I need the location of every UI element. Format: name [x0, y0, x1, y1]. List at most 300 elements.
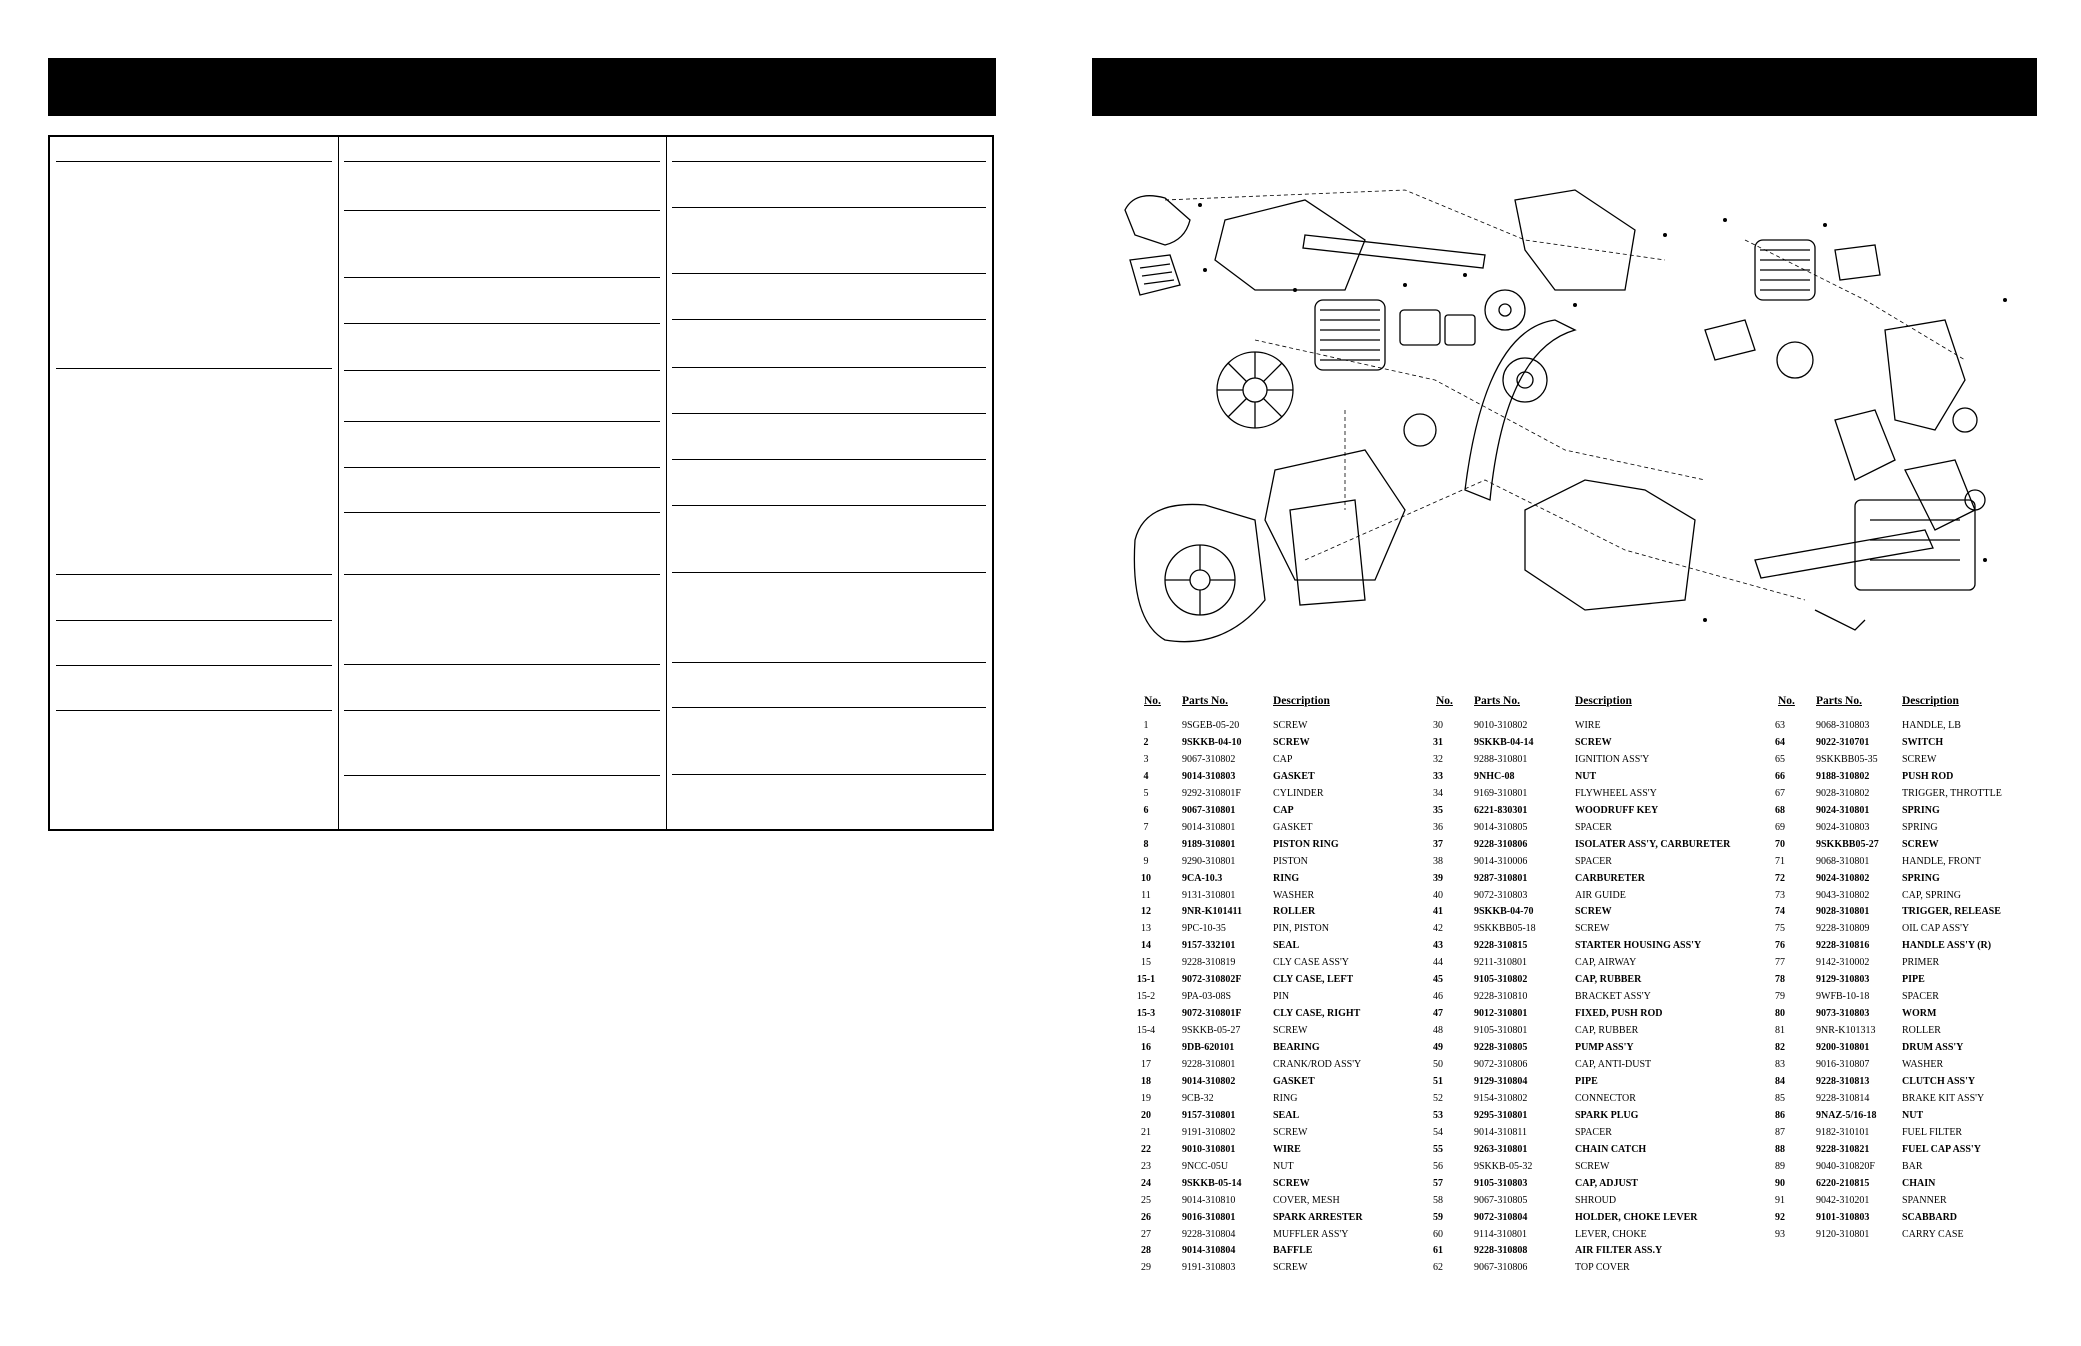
- part-description: PRIMER: [1902, 957, 1940, 969]
- part-code: 9228-310809: [1816, 923, 1870, 935]
- part-code: 9072-310806: [1474, 1059, 1528, 1070]
- part-number-index: 45: [1433, 974, 1443, 986]
- part-code: 9157-310801: [1182, 1109, 1236, 1121]
- part-description: FIXED, PUSH ROD: [1575, 1008, 1663, 1020]
- part-description: BEARING: [1273, 1042, 1320, 1054]
- air-filter-group: [1125, 196, 1190, 295]
- part-description: SCREW: [1273, 1177, 1310, 1189]
- part-description: BAR: [1902, 1160, 1923, 1172]
- part-description: CYLINDER: [1273, 787, 1324, 799]
- part-code: 9040-310820F: [1816, 1160, 1875, 1172]
- part-code: 9228-310801: [1182, 1059, 1236, 1070]
- part-description: CARBURETER: [1575, 872, 1646, 884]
- part-description: NUT: [1575, 770, 1597, 782]
- grid-line: [672, 505, 986, 506]
- part-description: SPARK PLUG: [1575, 1109, 1639, 1121]
- col-header-part-no: Parts No.: [1816, 695, 1862, 707]
- part-number-index: 43: [1433, 940, 1443, 952]
- part-code: 9101-310803: [1816, 1211, 1870, 1223]
- part-code: 9028-310801: [1816, 906, 1870, 918]
- part-number-index: 47: [1433, 1008, 1443, 1020]
- part-code: 9SKKB-05-14: [1182, 1177, 1242, 1189]
- part-description: ROLLER: [1902, 1025, 1941, 1037]
- part-description: PIN: [1273, 991, 1290, 1003]
- part-code: 9228-310815: [1474, 940, 1528, 952]
- part-description: AIR GUIDE: [1575, 889, 1626, 901]
- grid-line: [672, 662, 986, 663]
- part-number-index: 55: [1433, 1143, 1443, 1155]
- part-number-index: 10: [1141, 872, 1151, 884]
- clutch-group: [1485, 290, 1547, 402]
- part-description: TRIGGER, RELEASE: [1902, 906, 2001, 918]
- part-code: 9SKKB-05-32: [1474, 1160, 1533, 1172]
- grid-line: [672, 707, 986, 708]
- part-number-index: 13: [1141, 923, 1151, 935]
- part-code: 9228-310810: [1474, 991, 1528, 1003]
- part-description: SPRING: [1902, 821, 1938, 833]
- part-code: 9SKKBB05-35: [1816, 753, 1878, 765]
- part-description: CAP, ADJUST: [1575, 1177, 1638, 1189]
- grid-line: [56, 665, 332, 666]
- part-code: 9014-310802: [1182, 1075, 1236, 1087]
- part-code: 9NAZ-5/16-18: [1816, 1109, 1877, 1121]
- part-description: SCREW: [1575, 906, 1612, 918]
- part-number-index: 33: [1433, 770, 1443, 782]
- part-code: 9PC-10-35: [1182, 923, 1226, 935]
- part-number-index: 16: [1141, 1042, 1151, 1054]
- part-code: 9142-310002: [1816, 957, 1870, 969]
- grid-line: [344, 574, 660, 575]
- part-description: OIL CAP ASS'Y: [1902, 923, 1970, 935]
- grid-line: [344, 512, 660, 513]
- grid-line: [672, 774, 986, 775]
- part-description: FLYWHEEL ASS'Y: [1575, 787, 1657, 799]
- part-code: 9191-310802: [1182, 1126, 1236, 1138]
- part-description: IGNITION ASS'Y: [1575, 753, 1650, 765]
- chain-brake-cover-part: [1515, 190, 1635, 290]
- left-header-bar: [48, 58, 996, 116]
- part-description: SCREW: [1902, 753, 1937, 765]
- part-code: 9263-310801: [1474, 1143, 1528, 1155]
- part-code: 9228-310804: [1182, 1228, 1236, 1240]
- part-description: SWITCH: [1902, 736, 1944, 748]
- grid-line: [672, 273, 986, 274]
- part-description: CAP: [1273, 804, 1294, 816]
- part-description: CLY CASE, LEFT: [1273, 974, 1354, 986]
- part-description: CAP, ANTI-DUST: [1575, 1059, 1652, 1070]
- col-header-description: Description: [1273, 695, 1330, 707]
- engine-group-right: [1705, 240, 1985, 530]
- part-code: 9042-310201: [1816, 1194, 1870, 1206]
- part-code: 9228-310816: [1816, 940, 1870, 952]
- part-code: 9067-310802: [1182, 753, 1236, 765]
- grid-line: [672, 413, 986, 414]
- part-number-index: 6: [1143, 804, 1149, 816]
- part-description: CAP, RUBBER: [1575, 974, 1642, 986]
- grid-line: [344, 664, 660, 665]
- part-code: 9288-310801: [1474, 753, 1528, 765]
- part-code: 9014-310801: [1182, 821, 1236, 833]
- part-code: 9068-310803: [1816, 720, 1870, 731]
- part-description: CLUTCH ASS'Y: [1902, 1075, 1976, 1087]
- part-code: 9188-310802: [1816, 770, 1870, 782]
- part-description: SCREW: [1273, 1262, 1308, 1274]
- part-description: WOODRUFF KEY: [1575, 804, 1659, 816]
- part-number-index: 78: [1775, 974, 1785, 986]
- part-description: TOP COVER: [1575, 1262, 1630, 1274]
- part-description: RING: [1273, 1092, 1298, 1104]
- part-code: 9120-310801: [1816, 1228, 1870, 1240]
- part-description: LEVER, CHOKE: [1575, 1228, 1647, 1240]
- part-code: 9154-310802: [1474, 1092, 1528, 1104]
- part-number-index: 88: [1775, 1143, 1785, 1155]
- part-description: SCABBARD: [1902, 1211, 1958, 1223]
- shroud-part: [1215, 200, 1365, 290]
- part-code: 9105-310803: [1474, 1177, 1528, 1189]
- part-code: 9NCC-05U: [1182, 1160, 1229, 1172]
- part-code: 9SKKB-05-27: [1182, 1025, 1241, 1037]
- flywheel-group: [1217, 352, 1293, 428]
- part-code: 9SKKB-04-14: [1474, 736, 1534, 748]
- part-code: 9022-310701: [1816, 736, 1870, 748]
- part-description: SPACER: [1902, 991, 1939, 1003]
- guide-bar-small: [1303, 235, 1485, 268]
- part-code: 9129-310803: [1816, 974, 1870, 986]
- grid-line: [56, 161, 332, 162]
- part-description: CRANK/ROD ASS'Y: [1273, 1059, 1362, 1070]
- part-description: WASHER: [1902, 1059, 1944, 1070]
- part-number-index: 60: [1433, 1228, 1443, 1240]
- col-header-no: No.: [1436, 695, 1453, 707]
- part-number-index: 17: [1141, 1059, 1151, 1070]
- part-number-index: 54: [1433, 1126, 1443, 1138]
- part-number-index: 22: [1141, 1143, 1151, 1155]
- recoil-plate-part: [1290, 500, 1365, 605]
- grid-line: [344, 421, 660, 422]
- part-description: CAP: [1273, 753, 1293, 765]
- part-code: 9228-310814: [1816, 1092, 1870, 1104]
- part-code: 9191-310803: [1182, 1262, 1236, 1274]
- part-number-index: 34: [1433, 787, 1443, 799]
- part-number-index: 81: [1775, 1025, 1785, 1037]
- part-number-index: 2: [1143, 736, 1149, 748]
- part-number-index: 46: [1433, 991, 1443, 1003]
- part-code: 9182-310101: [1816, 1126, 1870, 1138]
- part-number-index: 35: [1433, 804, 1443, 816]
- part-description: GASKET: [1273, 821, 1313, 833]
- part-code: 9NHC-08: [1474, 770, 1515, 782]
- col-header-description: Description: [1575, 695, 1632, 707]
- part-number-index: 15-3: [1136, 1008, 1156, 1020]
- assembly-guide-lines: [1165, 190, 1965, 600]
- part-number-index: 57: [1433, 1177, 1443, 1189]
- part-number-index: 44: [1433, 957, 1443, 969]
- part-code: 9014-310803: [1182, 770, 1236, 782]
- part-code: 9067-310801: [1182, 804, 1236, 816]
- part-number-index: 36: [1433, 821, 1443, 833]
- part-number-index: 12: [1141, 906, 1151, 918]
- part-description: NUT: [1902, 1109, 1924, 1121]
- part-code: 9SKKBB05-27: [1816, 838, 1879, 850]
- part-code: 9014-310804: [1182, 1245, 1236, 1257]
- part-description: CHAIN: [1902, 1177, 1936, 1189]
- part-number-index: 23: [1141, 1160, 1151, 1172]
- part-description: GASKET: [1273, 770, 1315, 782]
- part-number-index: 30: [1433, 720, 1443, 731]
- part-description: AIR FILTER ASS.Y: [1575, 1245, 1663, 1257]
- part-code: 9068-310801: [1816, 855, 1870, 867]
- part-description: HOLDER, CHOKE LEVER: [1575, 1211, 1698, 1223]
- part-number-index: 65: [1775, 753, 1785, 765]
- part-code: 9028-310802: [1816, 787, 1870, 799]
- part-number-index: 7: [1143, 821, 1149, 833]
- part-number-index: 26: [1141, 1211, 1151, 1223]
- part-number-index: 29: [1141, 1262, 1151, 1274]
- part-code: 9043-310802: [1816, 889, 1870, 901]
- part-number-index: 50: [1433, 1059, 1443, 1070]
- rear-handle-part: [1525, 480, 1695, 610]
- part-number-index: 93: [1775, 1228, 1785, 1240]
- part-number-index: 48: [1433, 1025, 1443, 1037]
- col-header-no: No.: [1144, 695, 1161, 707]
- part-number-index: 4: [1143, 770, 1149, 782]
- part-description: STARTER HOUSING ASS'Y: [1575, 940, 1702, 952]
- part-description: WASHER: [1273, 889, 1315, 901]
- part-description: ROLLER: [1273, 906, 1316, 918]
- col-header-part-no: Parts No.: [1182, 695, 1228, 707]
- col-header-description: Description: [1902, 695, 1959, 707]
- part-code: 9NR-K101411: [1182, 906, 1242, 918]
- part-number-index: 8: [1143, 838, 1149, 850]
- part-code: 9292-310801F: [1182, 787, 1241, 799]
- part-description: FUEL CAP ASS'Y: [1902, 1143, 1981, 1155]
- part-description: SCREW: [1902, 838, 1939, 850]
- part-code: 9016-310801: [1182, 1211, 1236, 1223]
- part-description: SHROUD: [1575, 1194, 1617, 1206]
- part-number-index: 15: [1141, 957, 1151, 969]
- starter-housing-group: [1134, 504, 1265, 641]
- crankcase-part: [1265, 450, 1405, 580]
- part-code: 9010-310802: [1474, 720, 1528, 731]
- part-number-index: 68: [1775, 804, 1785, 816]
- part-number-index: 24: [1141, 1177, 1151, 1189]
- grid-line: [672, 572, 986, 573]
- cylinder-group: [1315, 300, 1385, 370]
- part-description: SCREW: [1575, 736, 1612, 748]
- part-number-index: 89: [1775, 1160, 1785, 1172]
- part-number-index: 86: [1775, 1109, 1785, 1121]
- part-description: CAP, AIRWAY: [1575, 957, 1637, 969]
- part-number-index: 83: [1775, 1059, 1785, 1070]
- part-code: 9014-310810: [1182, 1194, 1236, 1206]
- part-number-index: 69: [1775, 821, 1785, 833]
- carburetor-group: [1400, 310, 1475, 446]
- part-number-index: 90: [1775, 1177, 1785, 1189]
- part-description: CLY CASE, RIGHT: [1273, 1008, 1361, 1020]
- part-number-index: 72: [1775, 872, 1785, 884]
- part-description: SEAL: [1273, 940, 1300, 952]
- col-header-no: No.: [1778, 695, 1795, 707]
- part-number-index: 74: [1775, 906, 1785, 918]
- part-description: CARRY CASE: [1902, 1228, 1964, 1240]
- part-number-index: 41: [1433, 906, 1443, 918]
- part-number-index: 85: [1775, 1092, 1785, 1104]
- part-code: 9014-310805: [1474, 821, 1528, 833]
- part-number-index: 39: [1433, 872, 1443, 884]
- bar-chain-case-group: [1755, 500, 1975, 630]
- part-number-index: 76: [1775, 940, 1785, 952]
- part-description: PIPE: [1902, 974, 1925, 986]
- part-code: 9290-310801: [1182, 855, 1236, 867]
- grid-line: [344, 277, 660, 278]
- part-number-index: 11: [1141, 889, 1151, 901]
- part-number-index: 42: [1433, 923, 1443, 935]
- part-number-index: 64: [1775, 736, 1785, 748]
- part-description: PIPE: [1575, 1075, 1598, 1087]
- grid-column-1: [50, 137, 339, 829]
- part-number-index: 92: [1775, 1211, 1785, 1223]
- grid-line: [672, 319, 986, 320]
- part-code: 9SKKB-04-70: [1474, 906, 1534, 918]
- grid-column-3: [666, 137, 992, 829]
- part-description: PUSH ROD: [1902, 770, 1954, 782]
- part-description: BRAKE KIT ASS'Y: [1902, 1092, 1985, 1104]
- part-description: DRUM ASS'Y: [1902, 1042, 1964, 1054]
- grid-line: [344, 161, 660, 162]
- part-code: 9067-310806: [1474, 1262, 1528, 1274]
- part-description: SCREW: [1273, 1025, 1308, 1037]
- part-code: 9189-310801: [1182, 838, 1236, 850]
- part-number-index: 15-2: [1136, 991, 1156, 1003]
- grid-line: [672, 207, 986, 208]
- part-number-index: 82: [1775, 1042, 1785, 1054]
- part-description: ISOLATER ASS'Y, CARBURETER: [1575, 838, 1731, 850]
- part-description: SEAL: [1273, 1109, 1300, 1121]
- part-description: SPRING: [1902, 804, 1940, 816]
- part-description: HANDLE, FRONT: [1902, 855, 1981, 867]
- part-description: CAP, RUBBER: [1575, 1025, 1639, 1037]
- part-description: SCREW: [1273, 736, 1310, 748]
- part-description: PUMP ASS'Y: [1575, 1042, 1634, 1054]
- part-number-index: 53: [1433, 1109, 1443, 1121]
- part-description: SCREW: [1575, 1160, 1610, 1172]
- part-code: 9228-310819: [1182, 957, 1236, 969]
- callout-markers: [1198, 203, 2007, 622]
- part-code: 9CB-32: [1182, 1092, 1214, 1104]
- part-number-index: 51: [1433, 1075, 1443, 1087]
- part-code: 9014-310811: [1474, 1126, 1527, 1138]
- grid-line: [344, 210, 660, 211]
- part-code: 9067-310805: [1474, 1194, 1528, 1206]
- part-description: CAP, SPRING: [1902, 889, 1961, 901]
- part-code: 6220-210815: [1816, 1177, 1870, 1189]
- part-number-index: 18: [1141, 1075, 1151, 1087]
- part-number-index: 62: [1433, 1262, 1443, 1274]
- part-code: 9SGEB-05-20: [1182, 720, 1240, 731]
- part-number-index: 91: [1775, 1194, 1785, 1206]
- part-description: SPACER: [1575, 1126, 1612, 1138]
- grid-line: [56, 574, 332, 575]
- part-code: 9024-310802: [1816, 872, 1870, 884]
- part-code: 9DB-620101: [1182, 1042, 1235, 1054]
- part-code: 9SKKB-04-10: [1182, 736, 1242, 748]
- part-description: TRIGGER, THROTTLE: [1902, 787, 2002, 799]
- part-number-index: 75: [1775, 923, 1785, 935]
- grid-line: [344, 775, 660, 776]
- part-code: 9SKKBB05-18: [1474, 923, 1536, 935]
- part-number-index: 32: [1433, 753, 1443, 765]
- part-code: 9114-310801: [1474, 1228, 1527, 1240]
- part-description: NUT: [1273, 1160, 1294, 1172]
- part-number-index: 80: [1775, 1008, 1785, 1020]
- part-code: 9131-310801: [1182, 889, 1236, 901]
- grid-line: [56, 710, 332, 711]
- grid-line: [672, 459, 986, 460]
- part-number-index: 71: [1775, 855, 1785, 867]
- part-description: CLY CASE ASS'Y: [1273, 957, 1350, 969]
- part-number-index: 73: [1775, 889, 1785, 901]
- part-number-index: 21: [1141, 1126, 1151, 1138]
- part-description: SPARK ARRESTER: [1273, 1211, 1363, 1223]
- part-number-index: 52: [1433, 1092, 1443, 1104]
- part-code: 9105-310802: [1474, 974, 1528, 986]
- part-description: RING: [1273, 872, 1300, 884]
- part-description: HANDLE ASS'Y (R): [1902, 940, 1992, 952]
- part-number-index: 56: [1433, 1160, 1443, 1172]
- part-description: PIN, PISTON: [1273, 923, 1329, 935]
- part-description: SCREW: [1273, 720, 1308, 731]
- col-header-part-no: Parts No.: [1474, 695, 1520, 707]
- part-description: HANDLE, LB: [1902, 720, 1961, 731]
- part-description: SPACER: [1575, 821, 1612, 833]
- part-code: 9016-310807: [1816, 1059, 1870, 1070]
- part-number-index: 79: [1775, 991, 1785, 1003]
- part-description: BRACKET ASS'Y: [1575, 991, 1651, 1003]
- exploded-parts-diagram: [1105, 180, 2025, 680]
- part-number-index: 25: [1141, 1194, 1151, 1206]
- part-description: PISTON: [1273, 855, 1308, 867]
- grid-line: [672, 161, 986, 162]
- grid-line: [344, 370, 660, 371]
- part-description: PISTON RING: [1273, 838, 1339, 850]
- part-number-index: 66: [1775, 770, 1785, 782]
- part-code: 9228-310806: [1474, 838, 1528, 850]
- part-code: 9228-310805: [1474, 1042, 1528, 1054]
- part-code: 9287-310801: [1474, 872, 1528, 884]
- part-number-index: 9: [1143, 855, 1149, 867]
- part-description: COVER, MESH: [1273, 1194, 1340, 1206]
- part-description: SCREW: [1575, 923, 1610, 935]
- part-number-index: 61: [1433, 1245, 1443, 1257]
- part-number-index: 19: [1141, 1092, 1151, 1104]
- part-number-index: 31: [1433, 736, 1443, 748]
- grid-column-2: [338, 137, 667, 829]
- part-code: 9228-310813: [1816, 1075, 1870, 1087]
- part-number-index: 87: [1775, 1126, 1785, 1138]
- grid-line: [56, 368, 332, 369]
- part-code: 9014-310006: [1474, 855, 1528, 867]
- part-code: 9129-310804: [1474, 1075, 1528, 1087]
- part-code: 9NR-K101313: [1816, 1025, 1876, 1037]
- part-description: SCREW: [1273, 1126, 1308, 1138]
- grid-line: [344, 710, 660, 711]
- part-number-index: 15-4: [1136, 1025, 1156, 1037]
- grid-line: [672, 367, 986, 368]
- part-code: 9169-310801: [1474, 787, 1528, 799]
- grid-line: [56, 620, 332, 621]
- part-code: 9012-310801: [1474, 1008, 1528, 1020]
- part-code: 9010-310801: [1182, 1143, 1236, 1155]
